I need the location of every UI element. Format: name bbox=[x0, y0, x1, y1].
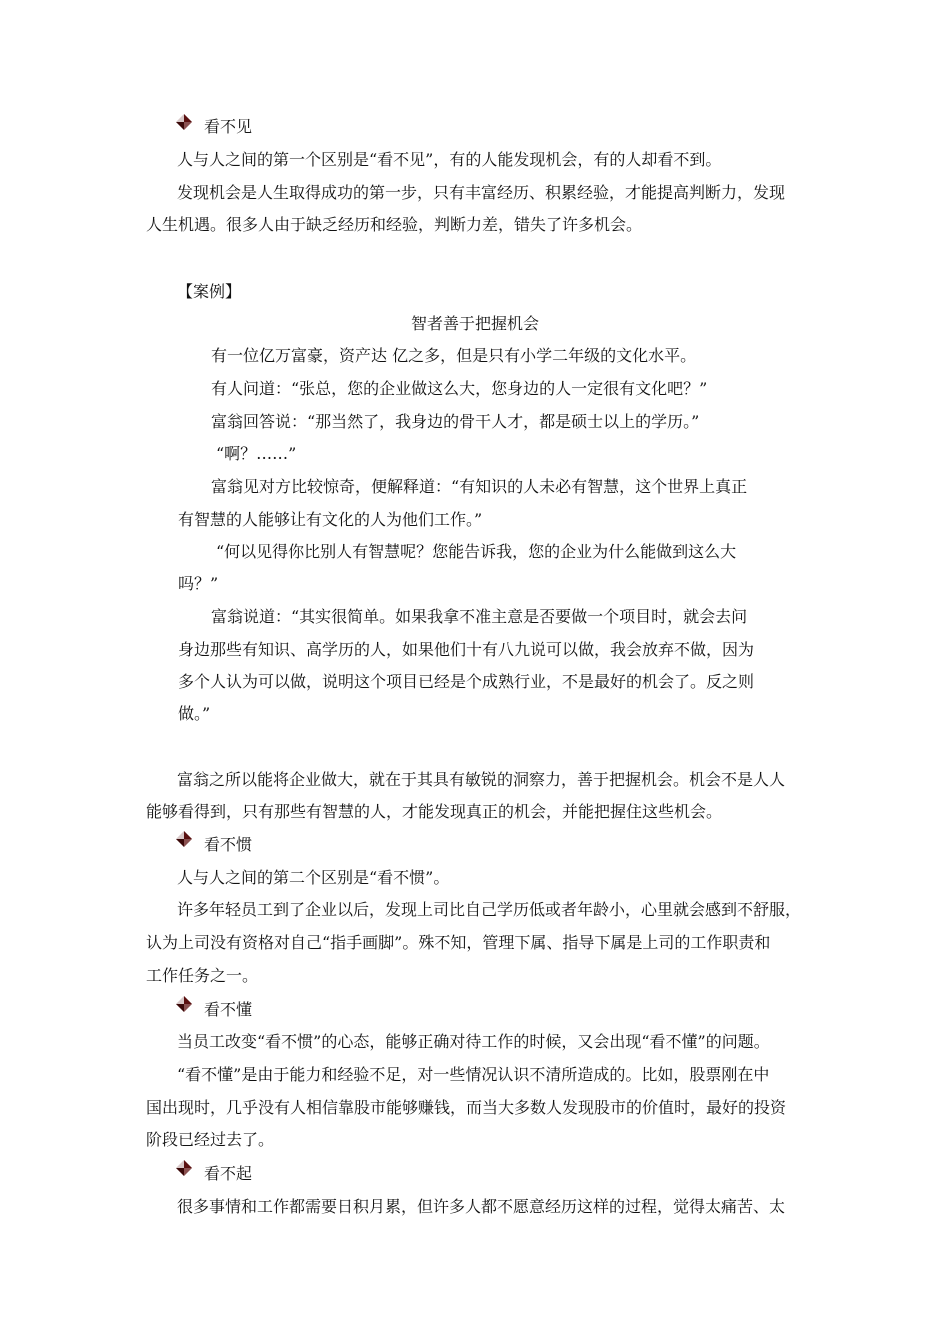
case-line: 多个人认为可以做，说明这个项目已经是个成熟行业，不是最好的机会了。反之则 bbox=[178, 672, 755, 691]
section-heading: 看不惯 bbox=[204, 835, 253, 854]
case-line: 有一位亿万富豪，资产达 亿之多，但是只有小学二年级的文化水平。 bbox=[211, 346, 697, 365]
paragraph-line: 许多年轻员工到了企业以后，发现上司比自己学历低或者年龄小，心里就会感到不舒服， bbox=[177, 900, 802, 919]
paragraph-line: 当员工改变“看不惯”的心态，能够正确对待工作的时候，又会出现“看不懂”的问题。 bbox=[177, 1032, 770, 1051]
diamond-bullet-icon bbox=[176, 996, 192, 1012]
case-line: 富翁说道：“其实很简单。如果我拿不准主意是否要做一个项目时，就会去问 bbox=[211, 607, 748, 626]
case-line: 有智慧的人能够让有文化的人为他们工作。” bbox=[178, 510, 483, 529]
case-line: 吗？” bbox=[178, 574, 219, 593]
paragraph-line: 人生机遇。很多人由于缺乏经历和经验，判断力差，错失了许多机会。 bbox=[146, 215, 643, 234]
paragraph-line: 发现机会是人生取得成功的第一步，只有丰富经历、积累经验，才能提高判断力，发现 bbox=[177, 183, 786, 202]
paragraph-line: 人与人之间的第二个区别是“看不惯”。 bbox=[177, 868, 450, 887]
case-line: 富翁回答说：“那当然了，我身边的骨干人才，都是硕士以上的学历。” bbox=[211, 412, 700, 431]
case-line: “何以见得你比别人有智慧呢？您能告诉我，您的企业为什么能做到这么大 bbox=[216, 542, 737, 561]
section-heading: 看不起 bbox=[204, 1164, 253, 1183]
paragraph-line: 认为上司没有资格对自己“指手画脚”。殊不知，管理下属、指导下属是上司的工作职责和 bbox=[146, 933, 771, 952]
section-heading: 看不见 bbox=[204, 117, 253, 136]
case-title: 智者善于把握机会 bbox=[410, 314, 539, 333]
paragraph-line: 富翁之所以能将企业做大，就在于其具有敏锐的洞察力，善于把握机会。机会不是人人 bbox=[177, 770, 786, 789]
case-line: “啊？……” bbox=[216, 444, 297, 463]
case-line: 做。” bbox=[178, 704, 211, 723]
paragraph-line: “看不懂”是由于能力和经验不足，对一些情况认识不清所造成的。比如，股票刚在中 bbox=[177, 1065, 770, 1084]
paragraph-line: 人与人之间的第一个区别是“看不见”，有的人能发现机会，有的人却看不到。 bbox=[177, 150, 722, 169]
case-line: 富翁见对方比较惊奇，便解释道：“有知识的人未必有智慧，这个世界上真正 bbox=[211, 477, 748, 496]
paragraph-line: 工作任务之一。 bbox=[146, 966, 259, 985]
diamond-bullet-icon bbox=[176, 114, 192, 130]
case-line: 身边那些有知识、高学历的人，如果他们十有八九说可以做，我会放弃不做，因为 bbox=[178, 640, 755, 659]
paragraph-line: 能够看得到，只有那些有智慧的人，才能发现真正的机会，并能把握住这些机会。 bbox=[146, 802, 723, 821]
diamond-bullet-icon bbox=[176, 831, 192, 847]
paragraph-line: 国出现时，几乎没有人相信靠股市能够赚钱，而当大多数人发现股市的价值时，最好的投资 bbox=[146, 1098, 787, 1117]
diamond-bullet-icon bbox=[176, 1160, 192, 1176]
case-label: 【案例】 bbox=[177, 282, 242, 301]
case-line: 有人问道：“张总，您的企业做这么大，您身边的人一定很有文化吧？” bbox=[211, 379, 708, 398]
paragraph-line: 很多事情和工作都需要日积月累，但许多人都不愿意经历这样的过程，觉得太痛苦、太 bbox=[177, 1197, 786, 1216]
section-heading: 看不懂 bbox=[204, 1000, 253, 1019]
paragraph-line: 阶段已经过去了。 bbox=[146, 1130, 275, 1149]
